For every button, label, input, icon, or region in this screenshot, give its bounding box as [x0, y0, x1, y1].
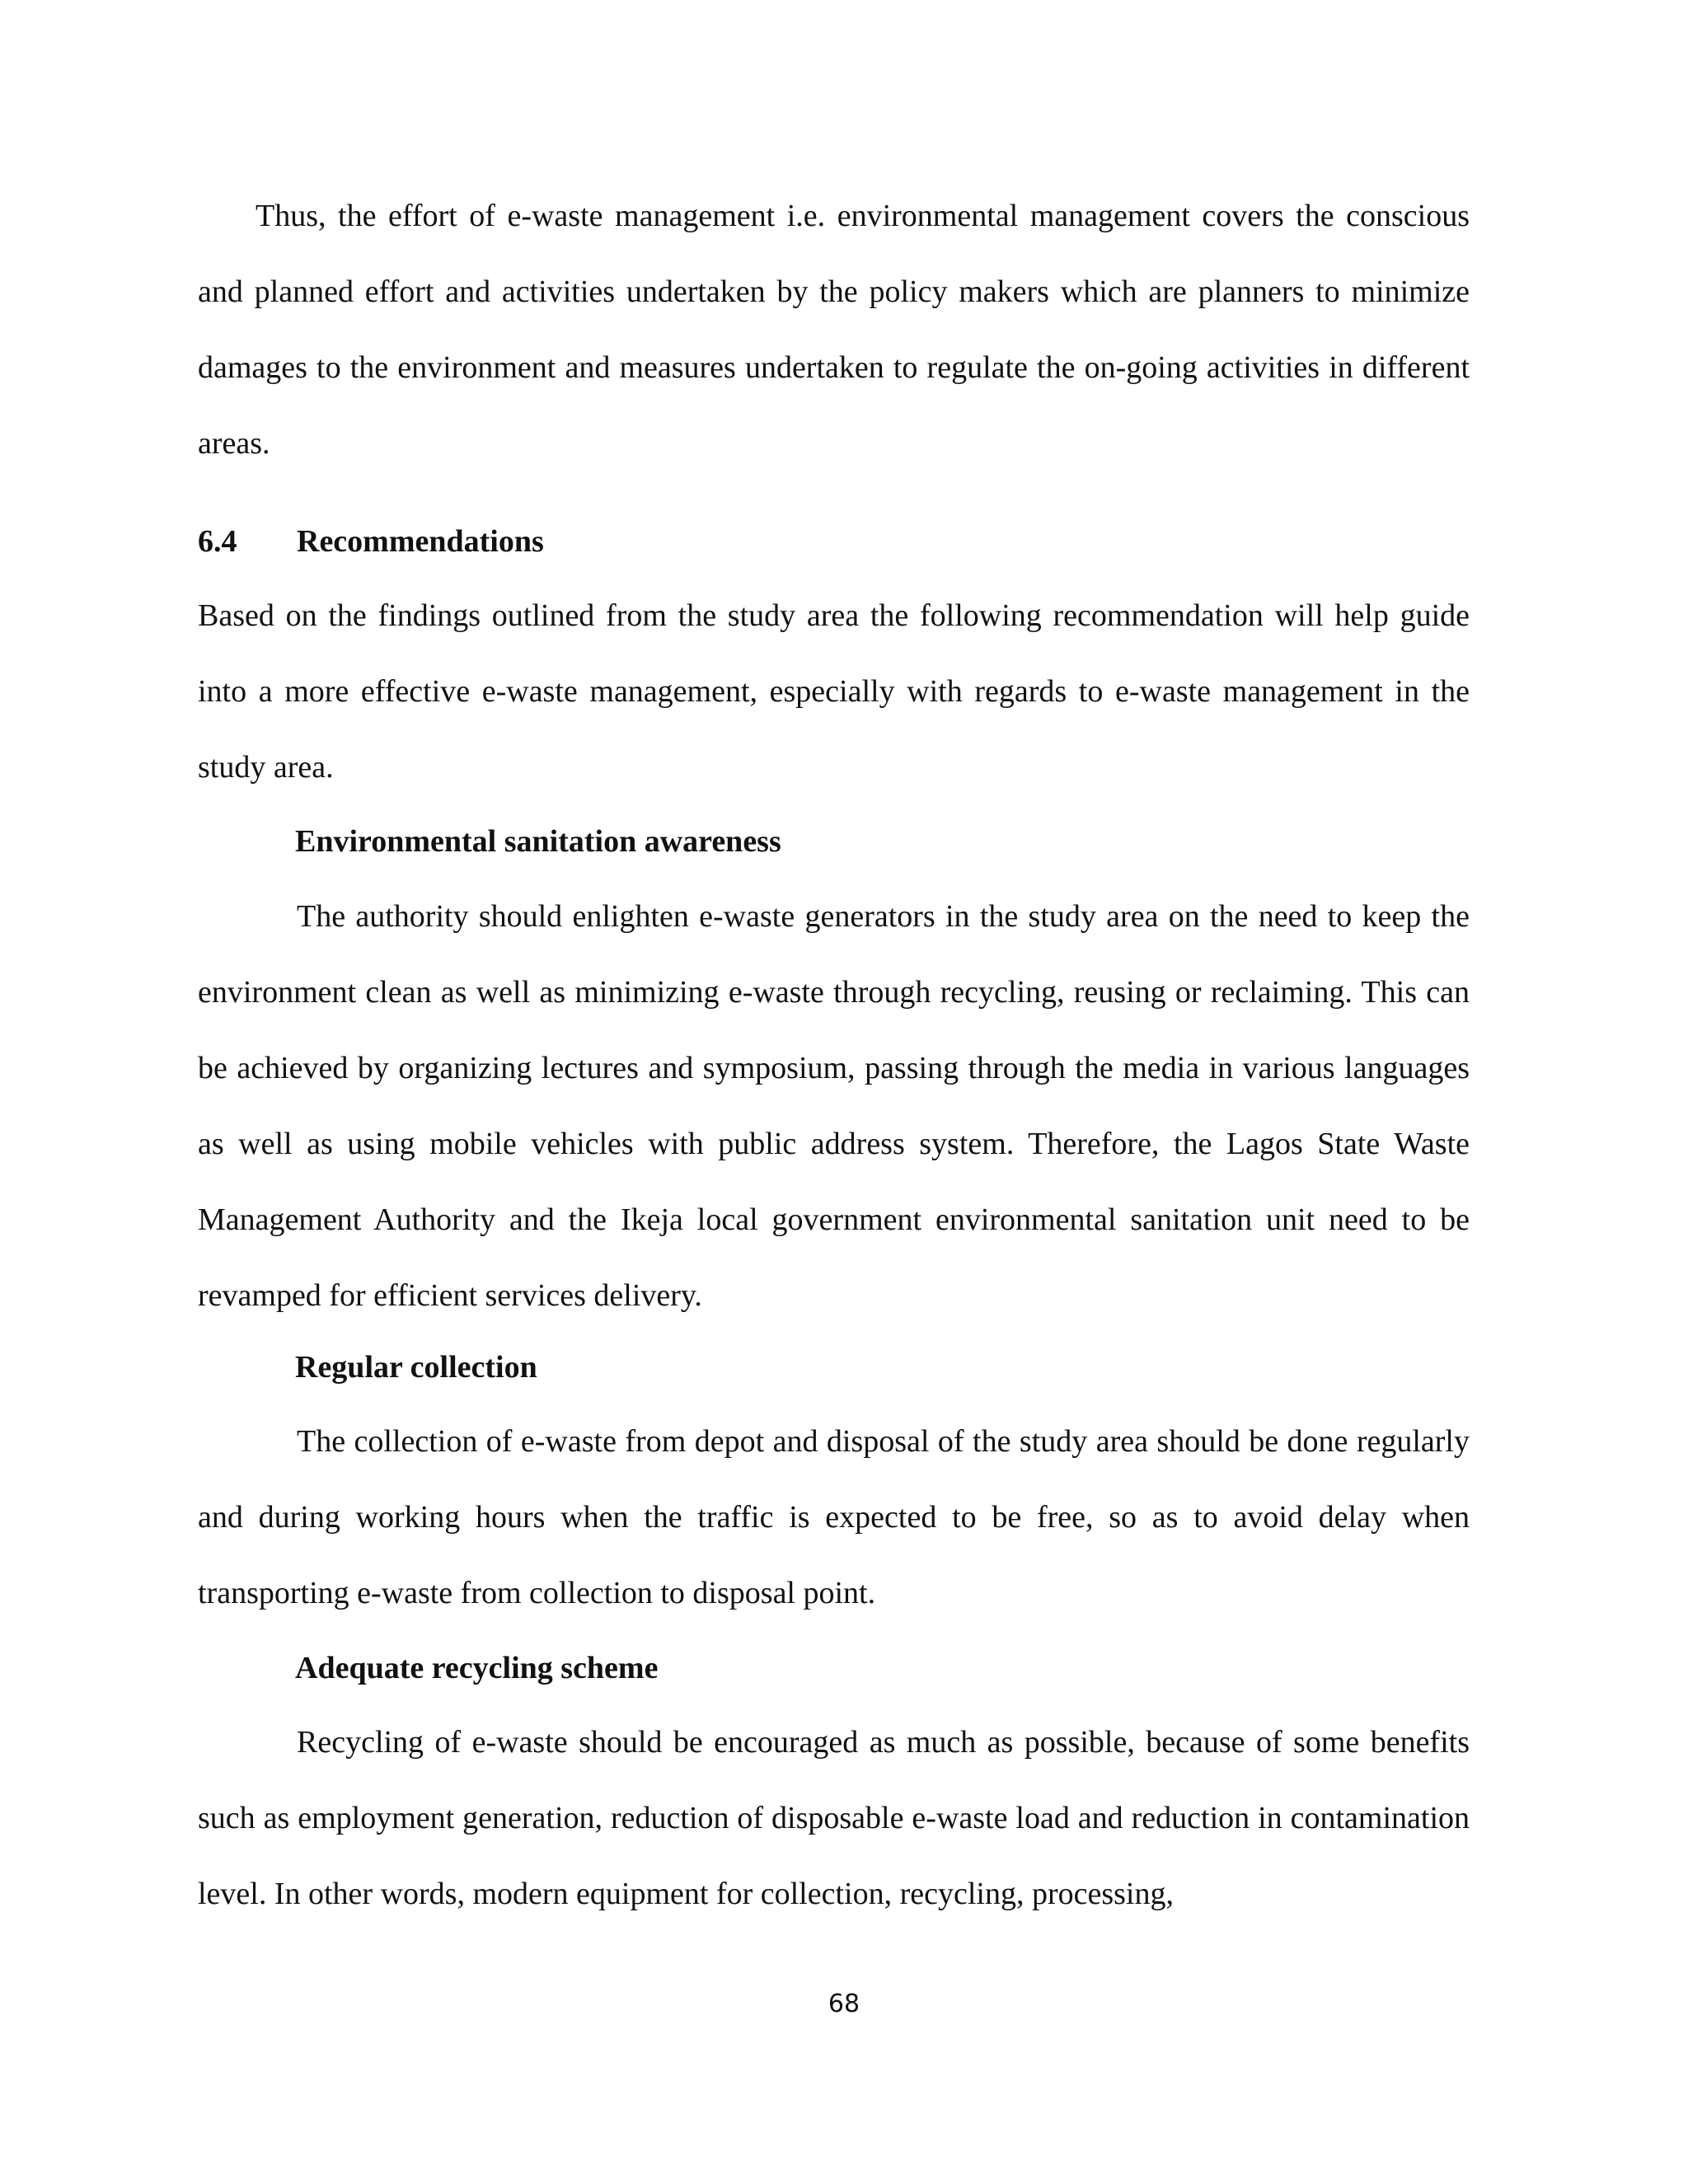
sanitation-paragraph: The authority should enlighten e-waste generators in the study area on the need to keep the environment clean as well as minimizing e-waste through recycling, reusing or reclaiming. This can be achieved by organizing lectures and symposium, passing through the media in various languages as well as using mobile vehicles with public address system. Therefore, the Lagos State Waste Management Authority and the Ikeja local government environmental sanitation unit need to be revamped for efficient services delivery.	[198, 899, 1470, 1313]
recycling-paragraph: Recycling of e-waste should be encouraged as much as possible, because of some benefits such as employment generation, reduction of disposable e-waste load and reduction in contamination level. In other words, modern equipment for collection, recycling, processing,	[198, 1725, 1470, 1911]
section-title: Recommendations	[297, 524, 544, 559]
intro-paragraph: Thus, the effort of e-waste management i.e. environmental management covers the conscious and planned effort and activities undertaken by the policy makers which are planners to minimize damages to the environment and measures undertaken to regulate the on-going activities in different areas.	[198, 199, 1470, 461]
recommendations-intro-paragraph: Based on the findings outlined from the study area the following recommendation will help guide into a more effective e-waste management, especially with regards to e-waste management in the study area.	[198, 598, 1470, 785]
page-number: 68	[828, 1990, 860, 2018]
subheading-sanitation: Environmental sanitation awareness	[295, 824, 781, 859]
subheading-recycling: Adequate recycling scheme	[295, 1651, 659, 1685]
section-number: 6.4	[198, 524, 237, 559]
collection-paragraph: The collection of e-waste from depot and disposal of the study area should be done regularly and during working hours when the traffic is expected to be free, so as to avoid delay when transporting e-waste from collection to disposal point.	[198, 1424, 1470, 1610]
subheading-collection: Regular collection	[295, 1350, 537, 1385]
